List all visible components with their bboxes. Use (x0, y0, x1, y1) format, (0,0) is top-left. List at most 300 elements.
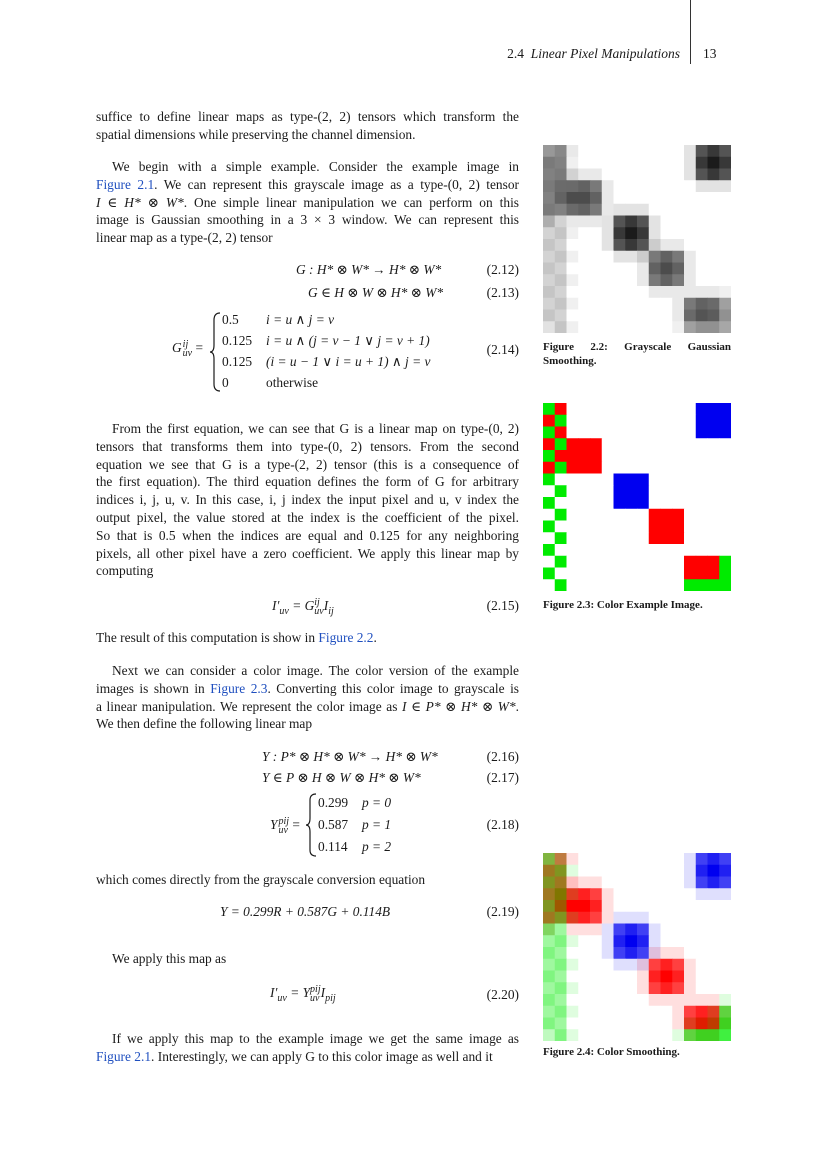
pixel (578, 497, 590, 509)
pixel (567, 169, 579, 181)
pixel (708, 415, 720, 427)
pixel (672, 1018, 684, 1030)
pixel (614, 298, 626, 310)
pixel (614, 450, 626, 462)
pixel (555, 216, 567, 228)
figure-link[interactable]: Figure 2.1 (96, 1048, 152, 1064)
pixel (696, 227, 708, 239)
pixel (649, 900, 661, 912)
pixel (555, 971, 567, 983)
pixel (625, 532, 637, 544)
pixel (684, 532, 696, 544)
pixel (637, 1006, 649, 1018)
case-row: 0.299 (318, 795, 349, 810)
pixel (661, 935, 673, 947)
pixel (567, 544, 579, 556)
pixel (661, 438, 673, 450)
header-title: Linear Pixel Manipulations (530, 46, 680, 61)
pixel (567, 971, 579, 983)
pixel (672, 1029, 684, 1041)
pixel (649, 877, 661, 889)
pixel (590, 485, 602, 497)
pixel (614, 204, 626, 216)
pixel (696, 485, 708, 497)
pixel (567, 1018, 579, 1030)
pixel (672, 450, 684, 462)
pixel (649, 924, 661, 936)
pixel (578, 935, 590, 947)
pixel (578, 1006, 590, 1018)
pixel (602, 497, 614, 509)
pixel (649, 982, 661, 994)
pixel (625, 521, 637, 533)
pixel (555, 888, 567, 900)
pixel (602, 403, 614, 415)
case-row: 0.125 (222, 333, 253, 348)
pixel (649, 462, 661, 474)
figure-2-4-color-smoothing (543, 853, 731, 1041)
pixel (696, 180, 708, 192)
pixel (672, 1006, 684, 1018)
pixel (661, 227, 673, 239)
pixel (684, 912, 696, 924)
pixel (684, 544, 696, 556)
pixel (684, 485, 696, 497)
pixel (684, 877, 696, 889)
pixel (543, 192, 555, 204)
pixel (543, 415, 555, 427)
pixel (719, 403, 731, 415)
pixel (649, 227, 661, 239)
pixel (625, 157, 637, 169)
pixel (555, 274, 567, 286)
pixel (708, 924, 720, 936)
pixel (637, 216, 649, 228)
pixel (719, 982, 731, 994)
pixel (590, 180, 602, 192)
pixel (602, 912, 614, 924)
pixel (719, 216, 731, 228)
pixel (543, 427, 555, 439)
pixel (684, 474, 696, 486)
text-line: Figure 2.1. Interestingly, we can apply G to this color image as well and it (96, 1048, 493, 1064)
pixel (614, 532, 626, 544)
pixel (661, 865, 673, 877)
figure-2-3-color-example (543, 403, 731, 591)
pixel (637, 865, 649, 877)
pixel (543, 994, 555, 1006)
pixel (555, 462, 567, 474)
pixel (661, 1018, 673, 1030)
pixel (567, 180, 579, 192)
pixel (661, 157, 673, 169)
pixel (625, 274, 637, 286)
pixel (696, 971, 708, 983)
pixel (708, 216, 720, 228)
pixel (719, 169, 731, 181)
pixel (578, 204, 590, 216)
pixel (555, 532, 567, 544)
pixel (696, 157, 708, 169)
equation-2-15: $I'_{uv} = G$ ij uv $I_{ij}$ (272, 597, 334, 617)
pixel (578, 216, 590, 228)
pixel (649, 947, 661, 959)
pixel (719, 971, 731, 983)
pixel (567, 474, 579, 486)
pixel (625, 853, 637, 865)
pixel (555, 1029, 567, 1041)
pixel (590, 1018, 602, 1030)
pixel (696, 251, 708, 263)
pixel (543, 403, 555, 415)
pixel (567, 157, 579, 169)
pixel (614, 1006, 626, 1018)
pixel (602, 263, 614, 275)
pixel (637, 497, 649, 509)
pixel (637, 415, 649, 427)
pixel (684, 556, 696, 568)
pixel (567, 982, 579, 994)
pixel (543, 556, 555, 568)
pixel (637, 994, 649, 1006)
pixel (614, 192, 626, 204)
pixel (696, 239, 708, 251)
running-header (420, 46, 680, 62)
pixel (708, 521, 720, 533)
paragraph-color (96, 662, 519, 733)
pixel (625, 1029, 637, 1041)
pixel (625, 216, 637, 228)
text-line: If we apply this map to the example image we get the same image as (112, 1031, 519, 1046)
pixel (684, 900, 696, 912)
figure-link[interactable]: Figure 2.3 (210, 680, 268, 696)
pixel (578, 310, 590, 322)
pixel (708, 544, 720, 556)
pixel (684, 1029, 696, 1041)
pixel (614, 912, 626, 924)
pixel (649, 204, 661, 216)
pixel (661, 924, 673, 936)
pixel (555, 474, 567, 486)
pixel (719, 239, 731, 251)
pixel (543, 935, 555, 947)
pixel (590, 888, 602, 900)
pixel (625, 251, 637, 263)
pixel (661, 450, 673, 462)
pixel (602, 239, 614, 251)
pixel (696, 438, 708, 450)
pixel (637, 924, 649, 936)
pixel (684, 924, 696, 936)
pixel (684, 286, 696, 298)
pixel (590, 298, 602, 310)
pixel (719, 924, 731, 936)
pixel (672, 298, 684, 310)
pixel (567, 286, 579, 298)
pixel (555, 286, 567, 298)
pixel (719, 865, 731, 877)
pixel (661, 544, 673, 556)
pixel (708, 994, 720, 1006)
pixel (696, 947, 708, 959)
pixel (614, 544, 626, 556)
pixel (684, 403, 696, 415)
pixel (649, 298, 661, 310)
pixel (625, 982, 637, 994)
pixel (719, 450, 731, 462)
pixel (649, 415, 661, 427)
pixel (684, 321, 696, 333)
pixel (684, 568, 696, 580)
pixel (637, 556, 649, 568)
pixel (649, 450, 661, 462)
pixel (543, 900, 555, 912)
pixel (543, 145, 555, 157)
pixel (684, 959, 696, 971)
pixel (578, 415, 590, 427)
pixel (684, 274, 696, 286)
equation-2-19: Y = 0.299R + 0.587G + 0.114B (220, 904, 391, 919)
pixel (637, 298, 649, 310)
pixel (637, 145, 649, 157)
pixel (672, 227, 684, 239)
pixel (625, 450, 637, 462)
pixel (625, 924, 637, 936)
pixel (661, 427, 673, 439)
pixel (672, 157, 684, 169)
pixel (672, 180, 684, 192)
pixel (614, 239, 626, 251)
pixel (602, 321, 614, 333)
pixel (543, 321, 555, 333)
text-line: computing (96, 563, 154, 579)
pixel (719, 415, 731, 427)
pixel (672, 216, 684, 228)
pixel (649, 403, 661, 415)
pixel (661, 239, 673, 251)
pixel (637, 912, 649, 924)
pixel (684, 180, 696, 192)
pixel (649, 321, 661, 333)
paragraph-explanation (96, 420, 519, 580)
pixel (719, 438, 731, 450)
pixel (625, 321, 637, 333)
pixel (590, 450, 602, 462)
pixel (602, 145, 614, 157)
pixel (602, 310, 614, 322)
pixel (578, 532, 590, 544)
pixel (555, 947, 567, 959)
pixel (708, 427, 720, 439)
pixel (590, 959, 602, 971)
figure-link[interactable]: Figure 2.2 (318, 630, 374, 645)
pixel (567, 924, 579, 936)
pixel (614, 263, 626, 275)
pixel (625, 994, 637, 1006)
equation-number: (2.20) (486, 987, 519, 1002)
pixel (567, 532, 579, 544)
case-condition: p = 0 (362, 795, 392, 810)
pixel (649, 865, 661, 877)
pixel (625, 286, 637, 298)
pixel (708, 888, 720, 900)
pixel (567, 227, 579, 239)
pixel (567, 321, 579, 333)
pixel (684, 1006, 696, 1018)
pixel (602, 1018, 614, 1030)
pixel (696, 497, 708, 509)
pixel (590, 509, 602, 521)
pixel (696, 286, 708, 298)
pixel (614, 556, 626, 568)
pixel (567, 263, 579, 275)
case-row: 0 (222, 375, 229, 390)
pixel (543, 169, 555, 181)
pixel (684, 1018, 696, 1030)
pixel (672, 924, 684, 936)
pixel (555, 509, 567, 521)
pixel (567, 947, 579, 959)
pixel (590, 532, 602, 544)
pixel (708, 1029, 720, 1041)
pixel (684, 204, 696, 216)
pixel (649, 579, 661, 591)
pixel (661, 568, 673, 580)
pixel (672, 579, 684, 591)
pixel (719, 947, 731, 959)
pixel (543, 310, 555, 322)
pixel (578, 509, 590, 521)
pixel (684, 579, 696, 591)
pixel (649, 853, 661, 865)
pixel (661, 947, 673, 959)
pixel (696, 568, 708, 580)
case-condition: otherwise (266, 375, 319, 390)
pixel (719, 321, 731, 333)
pixel (555, 959, 567, 971)
pixel (672, 192, 684, 204)
pixel (696, 877, 708, 889)
pixel (649, 274, 661, 286)
pixel (649, 216, 661, 228)
pixel (719, 192, 731, 204)
pixel (649, 438, 661, 450)
pixel (614, 521, 626, 533)
pixel (672, 982, 684, 994)
figure-link[interactable]: Figure 2.1 (96, 176, 155, 192)
pixel (614, 180, 626, 192)
pixel (637, 959, 649, 971)
pixel (684, 239, 696, 251)
pixel (649, 509, 661, 521)
pixel (602, 474, 614, 486)
pixel (649, 169, 661, 181)
pixel (708, 157, 720, 169)
pixel (567, 1029, 579, 1041)
pixel (684, 521, 696, 533)
pixel (543, 263, 555, 275)
pixel (684, 935, 696, 947)
pixel (543, 521, 555, 533)
pixel (649, 556, 661, 568)
pixel (625, 556, 637, 568)
pixel (543, 971, 555, 983)
pixel (590, 568, 602, 580)
pixel (543, 251, 555, 263)
pixel (555, 427, 567, 439)
pixel (543, 1018, 555, 1030)
pixel (637, 1018, 649, 1030)
pixel (708, 485, 720, 497)
pixel (649, 251, 661, 263)
pixel (578, 145, 590, 157)
figure-2-4-caption: Figure 2.4: Color Smoothing. (543, 1046, 680, 1058)
pixel (602, 192, 614, 204)
pixel (567, 251, 579, 263)
pixel (637, 403, 649, 415)
pixel (602, 521, 614, 533)
pixel (590, 579, 602, 591)
pixel (602, 227, 614, 239)
pixel (614, 251, 626, 263)
pixel (590, 403, 602, 415)
case-condition: p = 1 (362, 817, 392, 832)
pixel (672, 497, 684, 509)
pixel (661, 169, 673, 181)
pixel (649, 497, 661, 509)
pixel (625, 310, 637, 322)
pixel (590, 145, 602, 157)
pixel (637, 971, 649, 983)
pixel (590, 169, 602, 181)
pixel (661, 959, 673, 971)
case-condition: p = 2 (362, 839, 392, 854)
pixel-grid (543, 403, 731, 591)
pixel (578, 556, 590, 568)
pixel (672, 935, 684, 947)
pixel (590, 239, 602, 251)
pixel (555, 579, 567, 591)
pixel (602, 438, 614, 450)
pixel (708, 403, 720, 415)
pixel (578, 227, 590, 239)
pixel (719, 497, 731, 509)
pixel (602, 450, 614, 462)
pixel (590, 427, 602, 439)
pixel (696, 263, 708, 275)
pixel (543, 579, 555, 591)
pixel (602, 485, 614, 497)
pixel (637, 509, 649, 521)
pixel (637, 204, 649, 216)
pixel (590, 227, 602, 239)
pixel (578, 912, 590, 924)
pixel (719, 263, 731, 275)
pixel (543, 204, 555, 216)
pixel (637, 321, 649, 333)
pixel (590, 556, 602, 568)
pixel (567, 450, 579, 462)
pixel (614, 415, 626, 427)
pixel (708, 853, 720, 865)
pixel (555, 415, 567, 427)
pixel (696, 935, 708, 947)
pixel (602, 169, 614, 181)
pixel (649, 521, 661, 533)
pixel (696, 544, 708, 556)
pixel (684, 310, 696, 322)
pixel (625, 204, 637, 216)
